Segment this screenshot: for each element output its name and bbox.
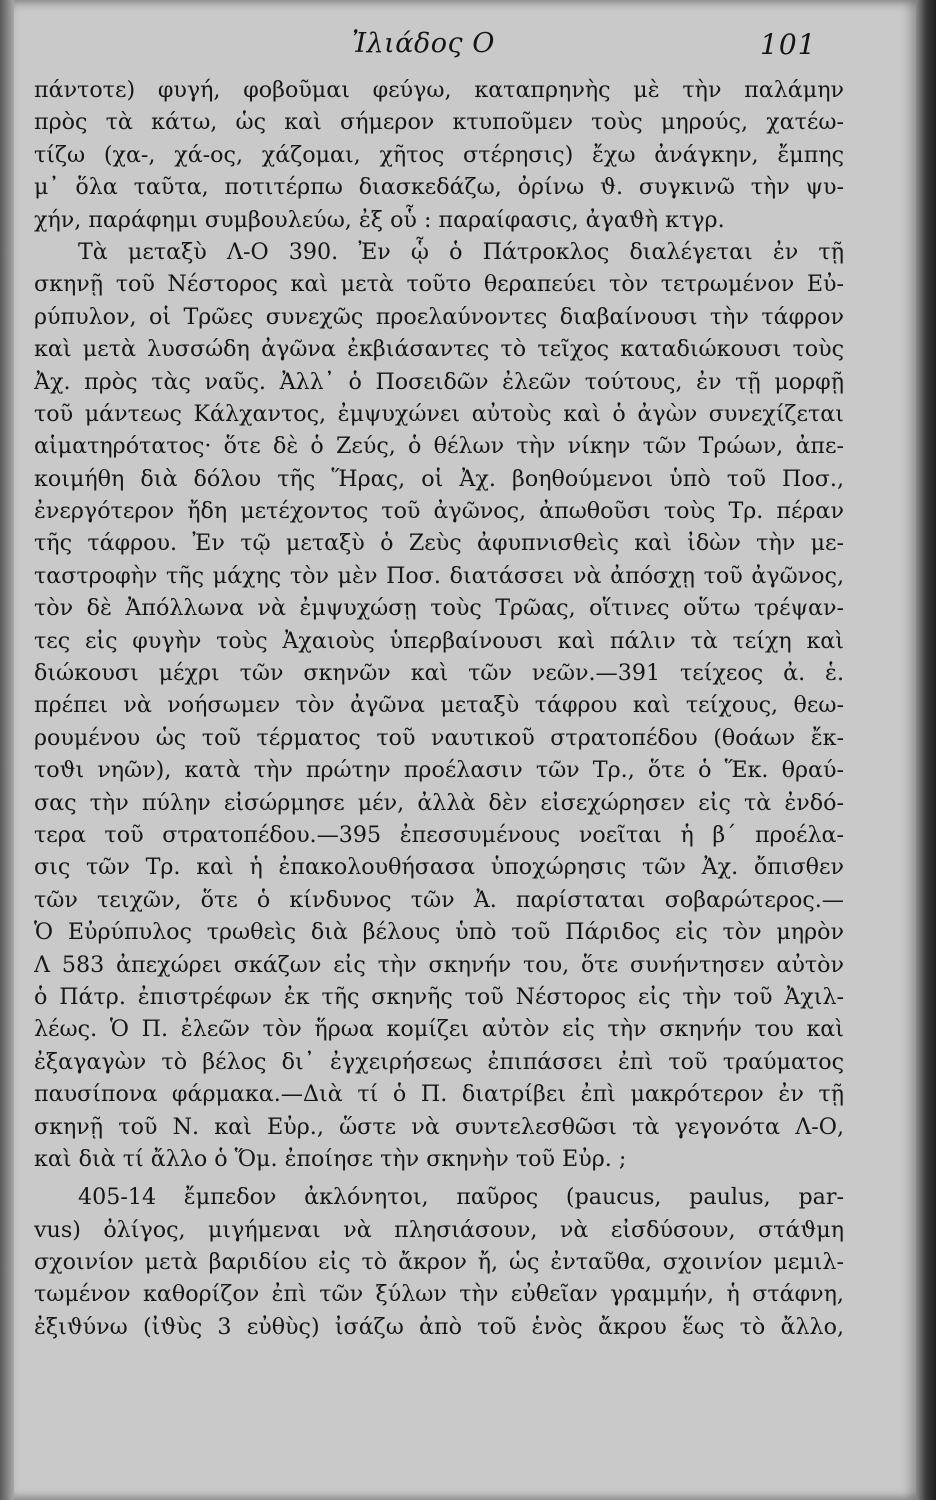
- text-line: τωμένον καθορίζον ἐπὶ τῶν ξύλων τὴν εὐθεῖαν γραμμήν, ἡ στάφνη,: [34, 1281, 844, 1308]
- binding-gutter: [0, 0, 14, 1500]
- text-line: ρουμένου ὡς τοῦ τέρματος τοῦ ναυτικοῦ στρατοπέδου (θοάων ἔκ-: [34, 724, 844, 751]
- text-line: ἐνεργότερον ἤδη μετέχοντος τοῦ ἀγῶνος, ἀπωθοῦσι τοὺς Τρ. πέραν: [34, 498, 844, 525]
- running-title: Ἰλιάδος Ο: [352, 28, 495, 59]
- text-line: κοιμήθη διὰ δόλου τῆς Ἥρας, οἱ Ἀχ. βοηθούμενοι ὑπὸ τοῦ Ποσ.,: [34, 465, 844, 492]
- text-line: τοῦ μάντεως Κάλχαντος, ἐμψυχώνει αὐτοὺς καὶ ὁ ἀγὼν συνεχίζεται: [34, 400, 844, 427]
- text-line: καὶ μετὰ λυσσώδη ἀγῶνα ἐκβιάσαντες τὸ τεῖχος καταδιώκουσι τοὺς: [34, 336, 844, 363]
- text-line: Ὁ Εὐρύπυλος τρωθεὶς διὰ βέλους ὑπὸ τοῦ Πάριδος εἰς τὸν μηρὸν: [34, 919, 844, 946]
- page-header: [0, 28, 916, 68]
- text-line: λέως. Ὁ Π. ἐλεῶν τὸν ἥρωα κομίζει αὐτὸν εἰς τὴν σκηνήν του καὶ: [34, 1016, 844, 1043]
- text-line: μ᾿ ὅλα ταῦτα, ποτιτέρπω διασκεδάζω, ὀρίνω ϑ. συγκινῶ τὴν ψυ-: [34, 174, 844, 201]
- text-line: τερα τοῦ στρατοπέδου.—395 ἐπεσσυμένους νοεῖται ἡ β΄ προέλα-: [34, 821, 844, 848]
- text-line: τίζω (χα-, χά-ος, χάζομαι, χῆτος στέρησις) ἔχω ἀνάγκην, ἔμπης: [34, 141, 844, 168]
- text-line: σις τῶν Τρ. καὶ ἡ ἐπακολουθήσασα ὑποχώρησις τῶν Ἀχ. ὄπισθεν: [34, 854, 844, 881]
- text-line: Ἀχ. πρὸς τὰς ναῦς. Ἀλλ᾿ ὁ Ποσειδῶν ἐλεῶν τούτους, ἐν τῇ μορφῇ: [34, 368, 844, 395]
- page-edge-shadow: [916, 0, 936, 1500]
- text-line: τες εἰς φυγὴν τοὺς Ἀχαιοὺς ὑπερβαίνουσι καὶ πάλιν τὰ τείχη καὶ: [34, 627, 844, 654]
- text-line: σας τὴν πύλην εἰσώρμησε μέν, ἀλλὰ δὲν εἰσεχώρησεν εἰς τὰ ἐνδό-: [34, 789, 844, 816]
- body-text: [34, 74, 844, 1343]
- text-line: ἐξιϑύνω (ἰϑὺς 3 εὐθὺς) ἰσάζω ἀπὸ τοῦ ἑνὸς ἄκρου ἕως τὸ ἄλλο,: [34, 1313, 844, 1340]
- text-line: χήν, παράφημι συμβουλεύω, ἐξ οὗ : παραίφασις, ἀγαϑὴ κτγρ.: [34, 206, 725, 233]
- text-line: τῶν τειχῶν, ὅτε ὁ κίνδυνος τῶν Ἀ. παρίσταται σοβαρώτερος.—: [34, 886, 844, 913]
- text-line: ὁ Πάτρ. ἐπιστρέφων ἐκ τῆς σκηνῆς τοῦ Νέστορος εἰς τὴν τοῦ Ἀχιλ-: [34, 983, 844, 1010]
- text-line: πρὸς τὰ κάτω, ὡς καὶ σήμερον κτυποῦμεν τοὺς μηρούς, χατέω-: [34, 109, 844, 136]
- text-line: αἱματηρότατος· ὅτε δὲ ὁ Ζεύς, ὁ θέλων τὴν νίκην τῶν Τρώων, ἀπε-: [34, 433, 844, 460]
- text-line: σκηνῇ τοῦ Νέστορος καὶ μετὰ τοῦτο θεραπεύει τὸν τετρωμένον Εὐ-: [34, 271, 844, 298]
- text-line: σχοινίον μετὰ βαριδίου εἰς τὸ ἄκρον ἤ, ὡς ἐνταῦθα, σχοινίον μεμιλ-: [34, 1249, 844, 1276]
- text-line: ταστροφὴν τῆς μάχης τὸν μὲν Ποσ. διατάσσει νὰ ἀπόσχῃ τοῦ ἀγῶνος,: [34, 562, 844, 589]
- text-line: καὶ διὰ τί ἄλλο ὁ Ὅμ. ἐποίησε τὴν σκηνὴν τοῦ Εὐρ. ;: [34, 1145, 627, 1172]
- text-line: 405-14 ἔμπεδον ἀκλόνητοι, παῦρος (paucus, paulus, par-: [78, 1184, 844, 1211]
- page-number: 101: [760, 28, 817, 61]
- text-line: Τὰ μεταξὺ Λ-Ο 390. Ἐν ᾧ ὁ Πάτροκλος διαλέγεται ἐν τῇ: [78, 238, 844, 265]
- text-line: πάντοτε) φυγή, φοβοῦμαι φεύγω, καταπρηνὴς μὲ τὴν παλάμην: [34, 77, 844, 103]
- text-line: vus) ὀλίγος, μιγήμεναι νὰ πλησιάσουν, νὰ εἰσδύσουν, στάϑμη: [34, 1216, 844, 1243]
- text-line: Λ 583 ἀπεχώρει σκάζων εἰς τὴν σκηνήν του, ὅτε συνήντησεν αὐτὸν: [34, 951, 844, 978]
- text-line: σκηνῇ τοῦ Ν. καὶ Εὐρ., ὥστε νὰ συντελεσθῶσι τὰ γεγονότα Λ-Ο,: [34, 1113, 844, 1140]
- text-line: διώκουσι μέχρι τῶν σκηνῶν καὶ τῶν νεῶν.—391 τείχεος ἀ. ἑ.: [34, 660, 844, 687]
- text-line: τοϑι νηῶν), κατὰ τὴν πρώτην προέλασιν τῶν Τρ., ὅτε ὁ Ἕκ. θραύ-: [34, 757, 844, 784]
- text-line: παυσίπονα φάρμακα.—Διὰ τί ὁ Π. διατρίβει ἐπὶ μακρότερον ἐν τῇ: [34, 1081, 844, 1108]
- text-line: ἐξαγαγὼν τὸ βέλος δι᾿ ἐγχειρήσεως ἐπιπάσσει ἐπὶ τοῦ τραύματος: [34, 1048, 844, 1075]
- text-line: πρέπει νὰ νοήσωμεν τὸν ἀγῶνα μεταξὺ τάφρου καὶ τείχους, θεω-: [34, 692, 844, 719]
- text-line: τὸν δὲ Ἀπόλλωνα νὰ ἐμψυχώσῃ τοὺς Τρῶας, οἵτινες οὕτω τρέψαν-: [34, 595, 844, 622]
- text-line: τῆς τάφρου. Ἐν τῷ μεταξὺ ὁ Ζεὺς ἀφυπνισθεὶς καὶ ἰδὼν τὴν με-: [34, 530, 844, 557]
- text-line: ρύπυλον, οἱ Τρῶες συνεχῶς προελαύνοντες διαβαίνουσι τὴν τάφρον: [34, 303, 844, 330]
